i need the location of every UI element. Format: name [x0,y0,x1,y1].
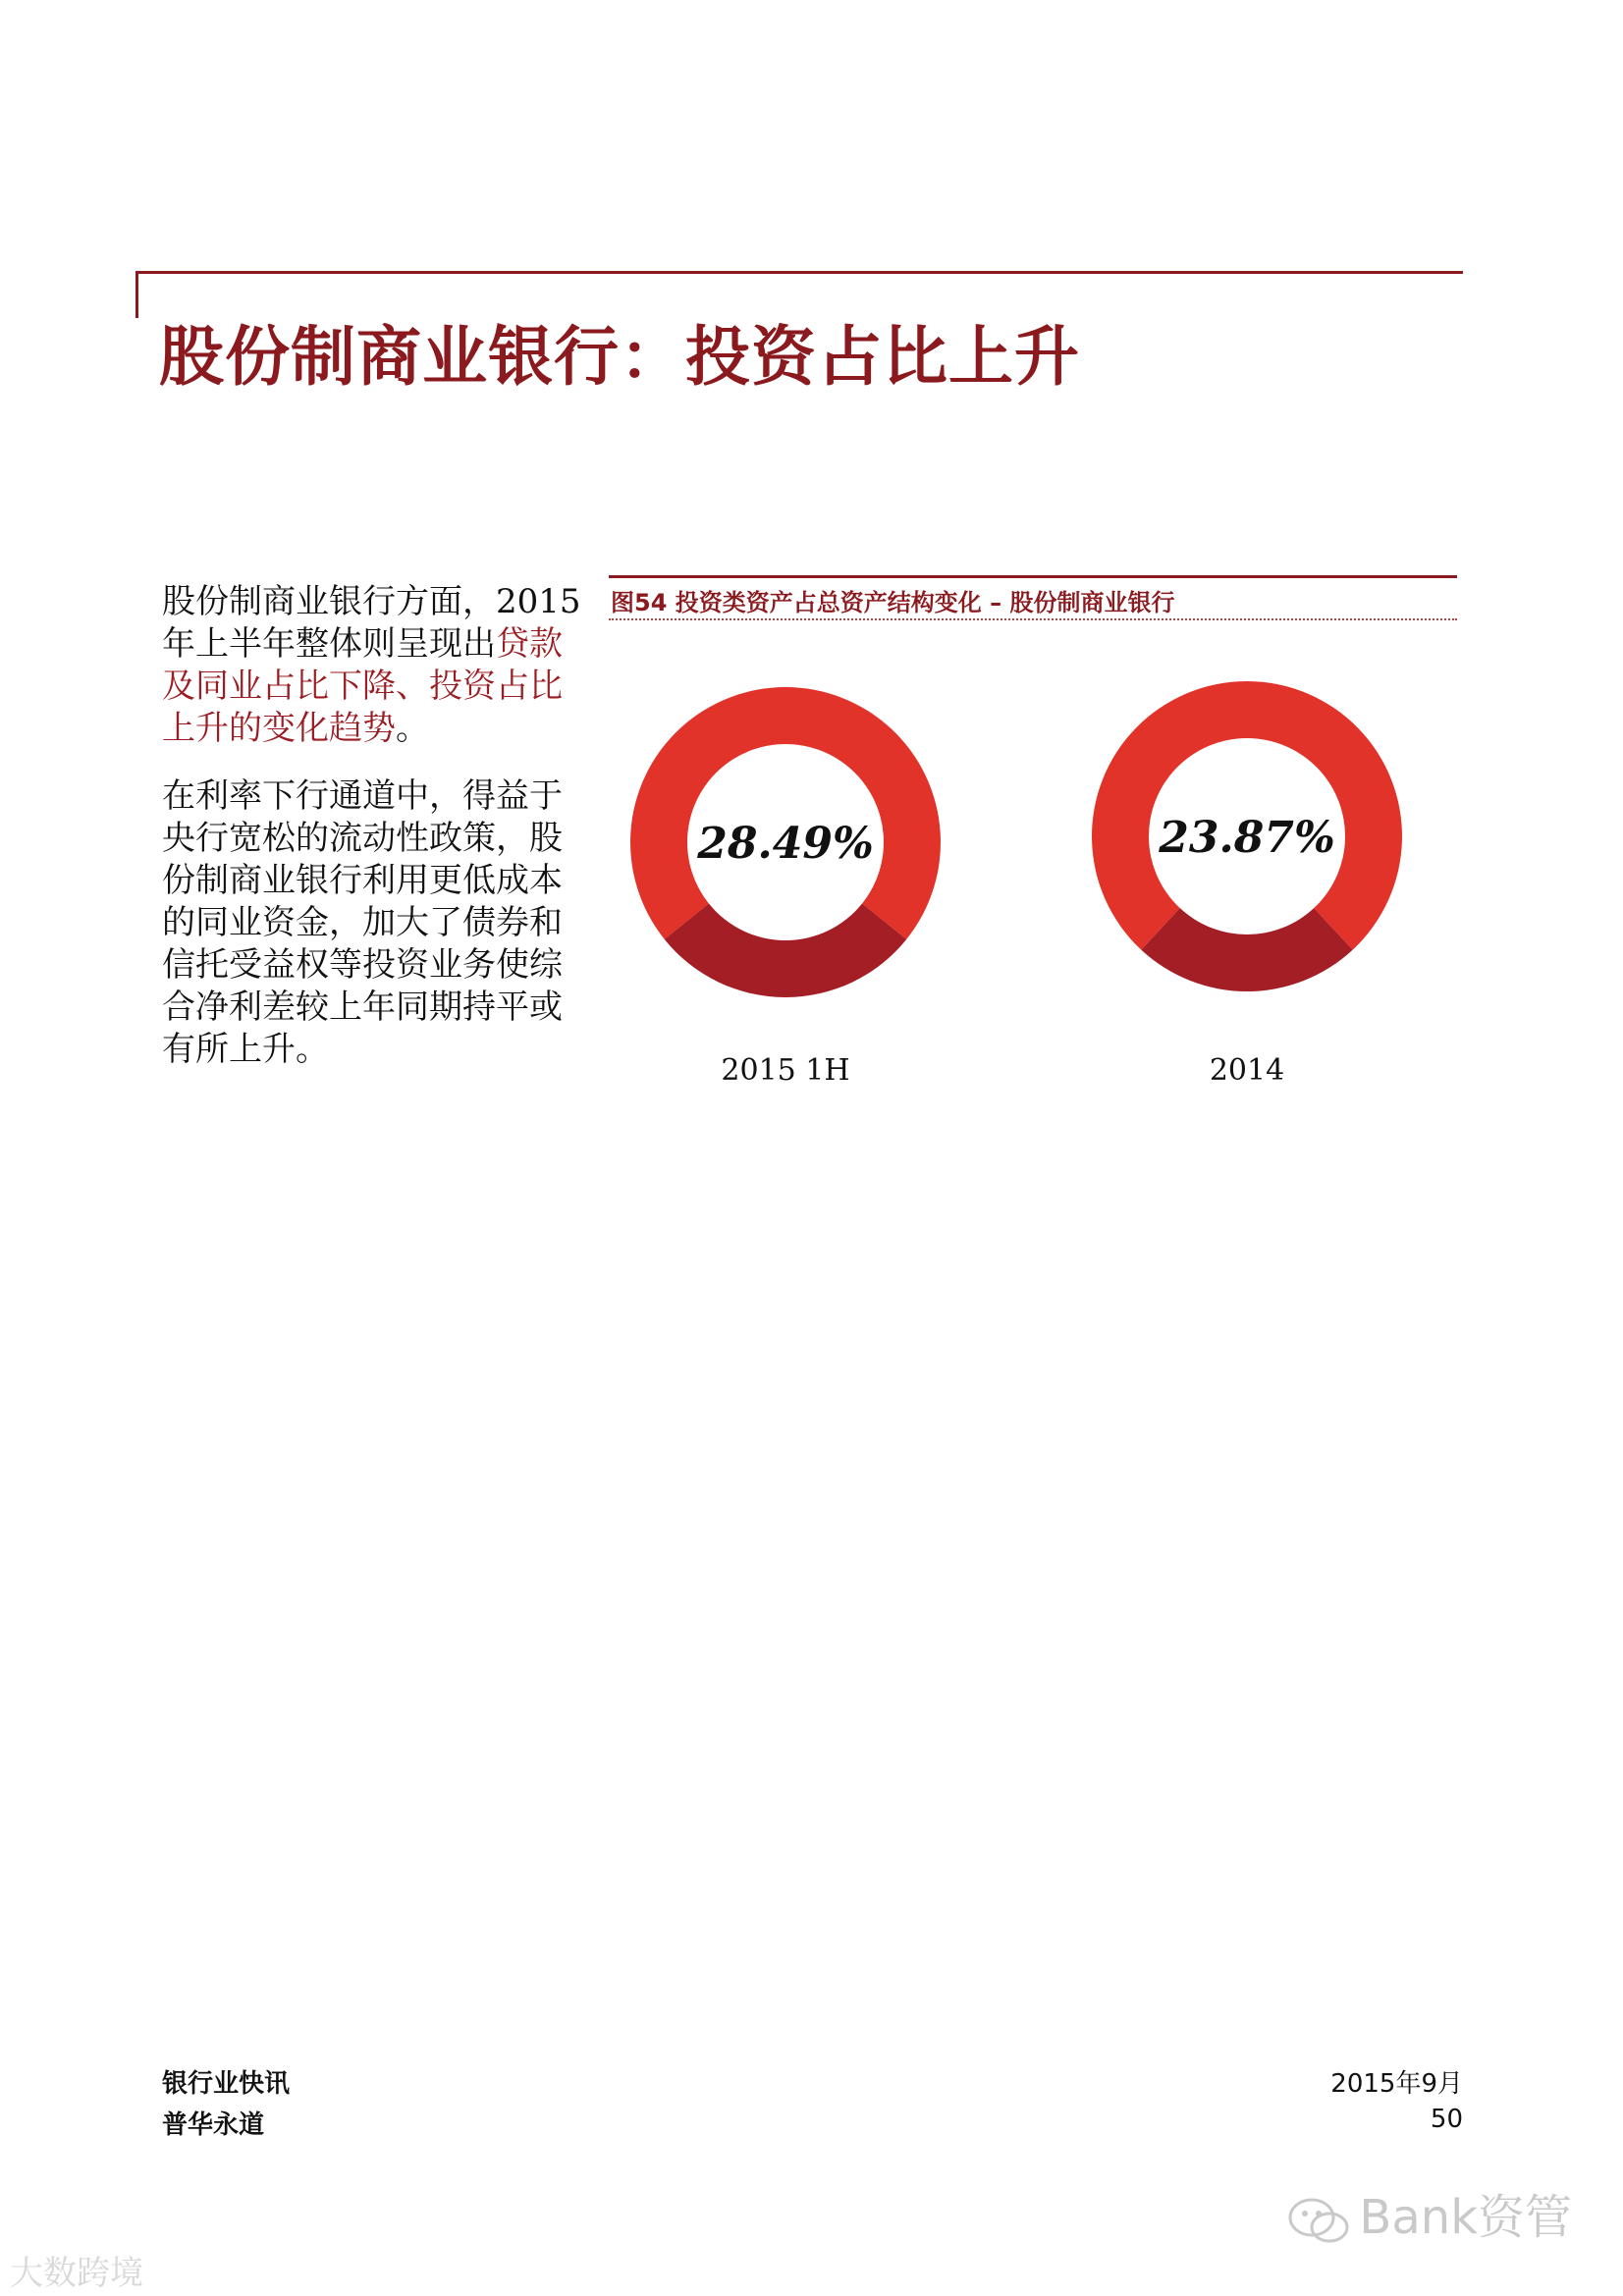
body-paragraph-2: 在利率下行通道中，得益于央行宽松的流动性政策，股份制商业银行利用更低成本的同业资金，加大了债券和信托受益权等投资业务使综合净利差较上年同期持平或有所上升。 [162,776,563,1069]
footer-publication: 银行业快讯 [162,2069,291,2099]
donut-category-label: 2014 [1209,1053,1285,1088]
body-paragraph-1-highlight: 贷款及同业占比下降、投资占比上升的变化趋势 [162,624,563,748]
body-paragraph-1-end: 。 [396,709,429,748]
footer-date: 2015年9月 [1330,2069,1463,2099]
donut-center-label: 23.87% [1159,813,1335,863]
donut-chart-area [609,648,1457,1119]
corner-watermark [10,2246,143,2294]
title-frame-top-rule [135,271,1463,274]
body-paragraph-1 [162,581,594,750]
title-frame-left-rule [135,271,138,318]
corner-watermark-text: 大数跨境 [10,2254,143,2293]
footer-company: 普华永道 [162,2110,265,2140]
watermark [1288,2179,1572,2247]
page-title: 股份制商业银行：投资占比上升 [159,319,1080,395]
watermark-text: Bank资管 [1359,2190,1572,2245]
figure-title: 图54 投资类资产占总资产结构变化 – 股份制商业银行 [611,589,1175,616]
figure-bottom-rule [609,618,1457,620]
donut-category-label: 2015 1H [721,1053,850,1088]
body-paragraph-1-text: 股份制商业银行方面，2015年上半年整体则呈现出 [162,582,581,664]
wechat-icon [1288,2196,1351,2245]
donut-slice-other [630,687,941,939]
figure-top-rule [609,575,1457,578]
donut-slice-investment [1141,908,1352,991]
donut-center-label: 28.49% [697,819,874,869]
footer-page-number: 50 [1430,2105,1463,2134]
donut-slice-investment [665,904,907,997]
